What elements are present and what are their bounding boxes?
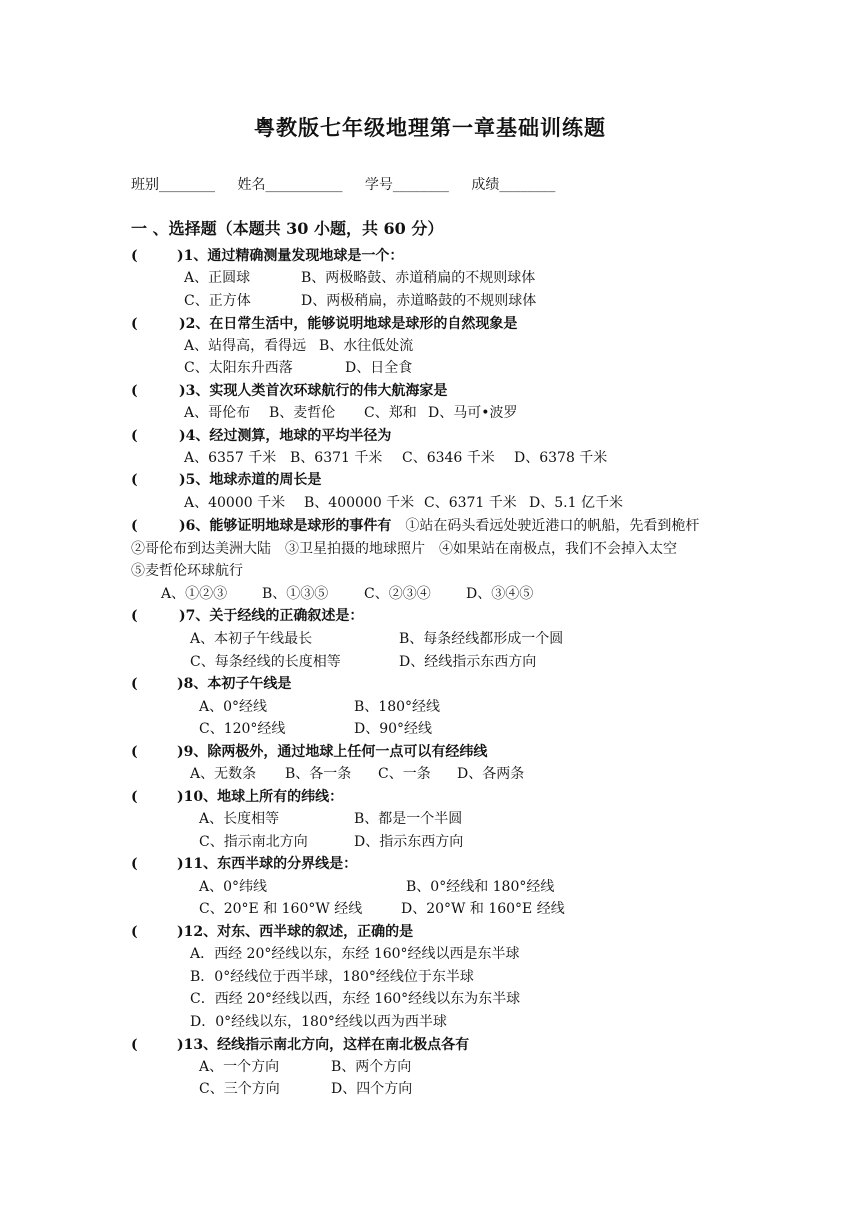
option-a: A、长度相等 (199, 811, 280, 827)
question-stem: 9、除两极外，通过地球上任何一点可以有经纬线 (183, 744, 488, 760)
option-b: B、水往低处流 (319, 338, 414, 354)
option-a: A、40000 千米 (184, 495, 286, 511)
option-b: B、各一条 (285, 766, 352, 782)
option-c: C、6346 千米 (402, 450, 495, 466)
option-a: A、一个方向 (199, 1059, 280, 1075)
option-b: B、两极略鼓、赤道稍扁的不规则球体 (301, 270, 536, 286)
question-13: ( )13、经线指示南北方向，这样在南北极点各有 (131, 1037, 470, 1053)
question-6: ( )6、能够证明地球是球形的事件有 ①站在码头看远处驶近港口的帆船，先看到桅杆 (131, 518, 700, 534)
student-info-line (131, 174, 573, 194)
student-id-field[interactable]: 学号________ (364, 177, 449, 193)
option-c: C、6371 千米 (424, 495, 517, 511)
option-a: A、正圆球 (184, 270, 251, 286)
option-d: D、6378 千米 (514, 450, 608, 466)
question-4: ( )4、经过测算，地球的平均半径为 (131, 428, 392, 444)
option-b: B、0°经线和 180°经线 (406, 879, 555, 895)
question-8: ( )8、本初子午线是 (131, 676, 292, 692)
question-stem: 11、东西半球的分界线是： (183, 856, 358, 872)
question-7: ( )7、关于经线的正确叙述是： (131, 608, 364, 624)
answer-blank[interactable]: ( (131, 1037, 138, 1053)
question-stem: 3、实现人类首次环球航行的伟大航海家是 (185, 383, 448, 399)
question-stem: 5、地球赤道的周长是 (185, 472, 322, 488)
answer-blank[interactable]: ( (131, 676, 138, 692)
option-a: A．西经 20°经线以东，东经 160°经线以西是东半球 (190, 946, 520, 962)
option-d: D、经线指示东西方向 (399, 654, 537, 670)
option-b: B、都是一个半圆 (354, 811, 463, 827)
option-c: C、正方体 (184, 293, 251, 309)
option-b: B、两个方向 (331, 1059, 412, 1075)
option-a: A、0°纬线 (199, 879, 268, 895)
answer-blank[interactable]: ( (131, 744, 138, 760)
question-stem-extra: ①站在码头看远处驶近港口的帆船，先看到桅杆 (405, 518, 700, 534)
option-d: D、20°W 和 160°E 经线 (401, 901, 565, 917)
question-12: ( )12、对东、西半球的叙述，正确的是 (131, 924, 414, 940)
question-stem: 12、对东、西半球的叙述，正确的是 (183, 924, 414, 940)
question-1: ( )1、通过精确测量发现地球是一个： (131, 248, 404, 264)
option-c: C、三个方向 (199, 1081, 280, 1097)
question-stem: 13、经线指示南北方向，这样在南北极点各有 (183, 1037, 470, 1053)
question-stem-continued: ⑤麦哲伦环球航行 (131, 563, 243, 579)
option-c: C、太阳东升西落 (184, 360, 293, 376)
answer-blank[interactable]: ( (131, 316, 138, 332)
option-b: B、6371 千米 (290, 450, 383, 466)
option-d: D、90°经线 (354, 721, 433, 737)
option-c: C、120°经线 (199, 721, 286, 737)
question-stem-continued: ②哥伦布到达美洲大陆 ③卫星拍摄的地球照片 ④如果站在南极点，我们不会掉入太空 (131, 541, 677, 557)
answer-blank[interactable]: ( (131, 248, 138, 264)
option-d: D、指示东西方向 (354, 834, 464, 850)
question-stem: 6、能够证明地球是球形的事件有 (185, 518, 392, 534)
option-d: D、四个方向 (331, 1081, 413, 1097)
question-10: ( )10、地球上所有的纬线： (131, 789, 344, 805)
option-b: B、麦哲伦 (269, 405, 336, 421)
option-b: B、400000 千米 (304, 495, 415, 511)
option-a: A、本初子午线最长 (190, 631, 313, 647)
option-b: B、每条经线都形成一个圆 (399, 631, 564, 647)
class-field[interactable]: 班别________ (131, 177, 215, 193)
option-d: D．0°经线以东，180°经线以西为西半球 (190, 1014, 447, 1030)
option-a: A、哥伦布 (184, 405, 251, 421)
question-3: ( )3、实现人类首次环球航行的伟大航海家是 (131, 383, 448, 399)
option-c: C．西经 20°经线以西，东经 160°经线以东为东半球 (190, 991, 521, 1007)
option-d: D、马可•波罗 (428, 405, 518, 421)
question-stem: 2、在日常生活中，能够说明地球是球形的自然现象是 (185, 316, 518, 332)
option-d: D、③④⑤ (466, 586, 534, 602)
question-11: ( )11、东西半球的分界线是： (131, 856, 358, 872)
option-c: C、郑和 (364, 405, 417, 421)
answer-blank[interactable]: ( (131, 383, 138, 399)
option-a: A、无数条 (190, 766, 257, 782)
option-a: A、0°经线 (199, 699, 268, 715)
option-d: D、5.1 亿千米 (529, 495, 623, 511)
question-9: ( )9、除两极外，通过地球上任何一点可以有经纬线 (131, 744, 488, 760)
option-c: C、20°E 和 160°W 经线 (199, 901, 363, 917)
option-d: D、各两条 (457, 766, 525, 782)
option-c: C、指示南北方向 (199, 834, 308, 850)
question-stem: 10、地球上所有的纬线： (183, 789, 344, 805)
option-d: D、日全食 (345, 360, 413, 376)
answer-blank[interactable]: ( (131, 789, 138, 805)
option-c: C、一条 (378, 766, 431, 782)
answer-blank[interactable]: ( (131, 518, 138, 534)
option-c: C、②③④ (364, 586, 431, 602)
option-b: B、180°经线 (354, 699, 441, 715)
answer-blank[interactable]: ( (131, 924, 138, 940)
question-2: ( )2、在日常生活中，能够说明地球是球形的自然现象是 (131, 316, 518, 332)
question-5: ( )5、地球赤道的周长是 (131, 472, 322, 488)
question-stem: 7、关于经线的正确叙述是： (185, 608, 364, 624)
question-stem: 4、经过测算，地球的平均半径为 (185, 428, 392, 444)
option-a: A、6357 千米 (184, 450, 277, 466)
score-field: 成绩________ (471, 177, 556, 193)
option-a: A、站得高，看得远 (184, 338, 307, 354)
option-b: B．0°经线位于西半球，180°经线位于东半球 (190, 969, 474, 985)
answer-blank[interactable]: ( (131, 856, 138, 872)
option-d: D、两极稍扁，赤道略鼓的不规则球体 (301, 293, 537, 309)
question-stem: 1、通过精确测量发现地球是一个： (183, 248, 404, 264)
answer-blank[interactable]: ( (131, 608, 138, 624)
name-field[interactable]: 姓名___________ (237, 177, 343, 193)
page-title: 粤教版七年级地理第一章基础训练题 (254, 115, 606, 140)
option-b: B、①③⑤ (262, 586, 329, 602)
answer-blank[interactable]: ( (131, 428, 138, 444)
answer-blank[interactable]: ( (131, 472, 138, 488)
option-c: C、每条经线的长度相等 (190, 654, 341, 670)
question-stem: 8、本初子午线是 (183, 676, 292, 692)
section-heading: 一 、选择题（本题共 30 小题，共 60 分） (131, 219, 444, 238)
option-a: A、①②③ (161, 586, 228, 602)
